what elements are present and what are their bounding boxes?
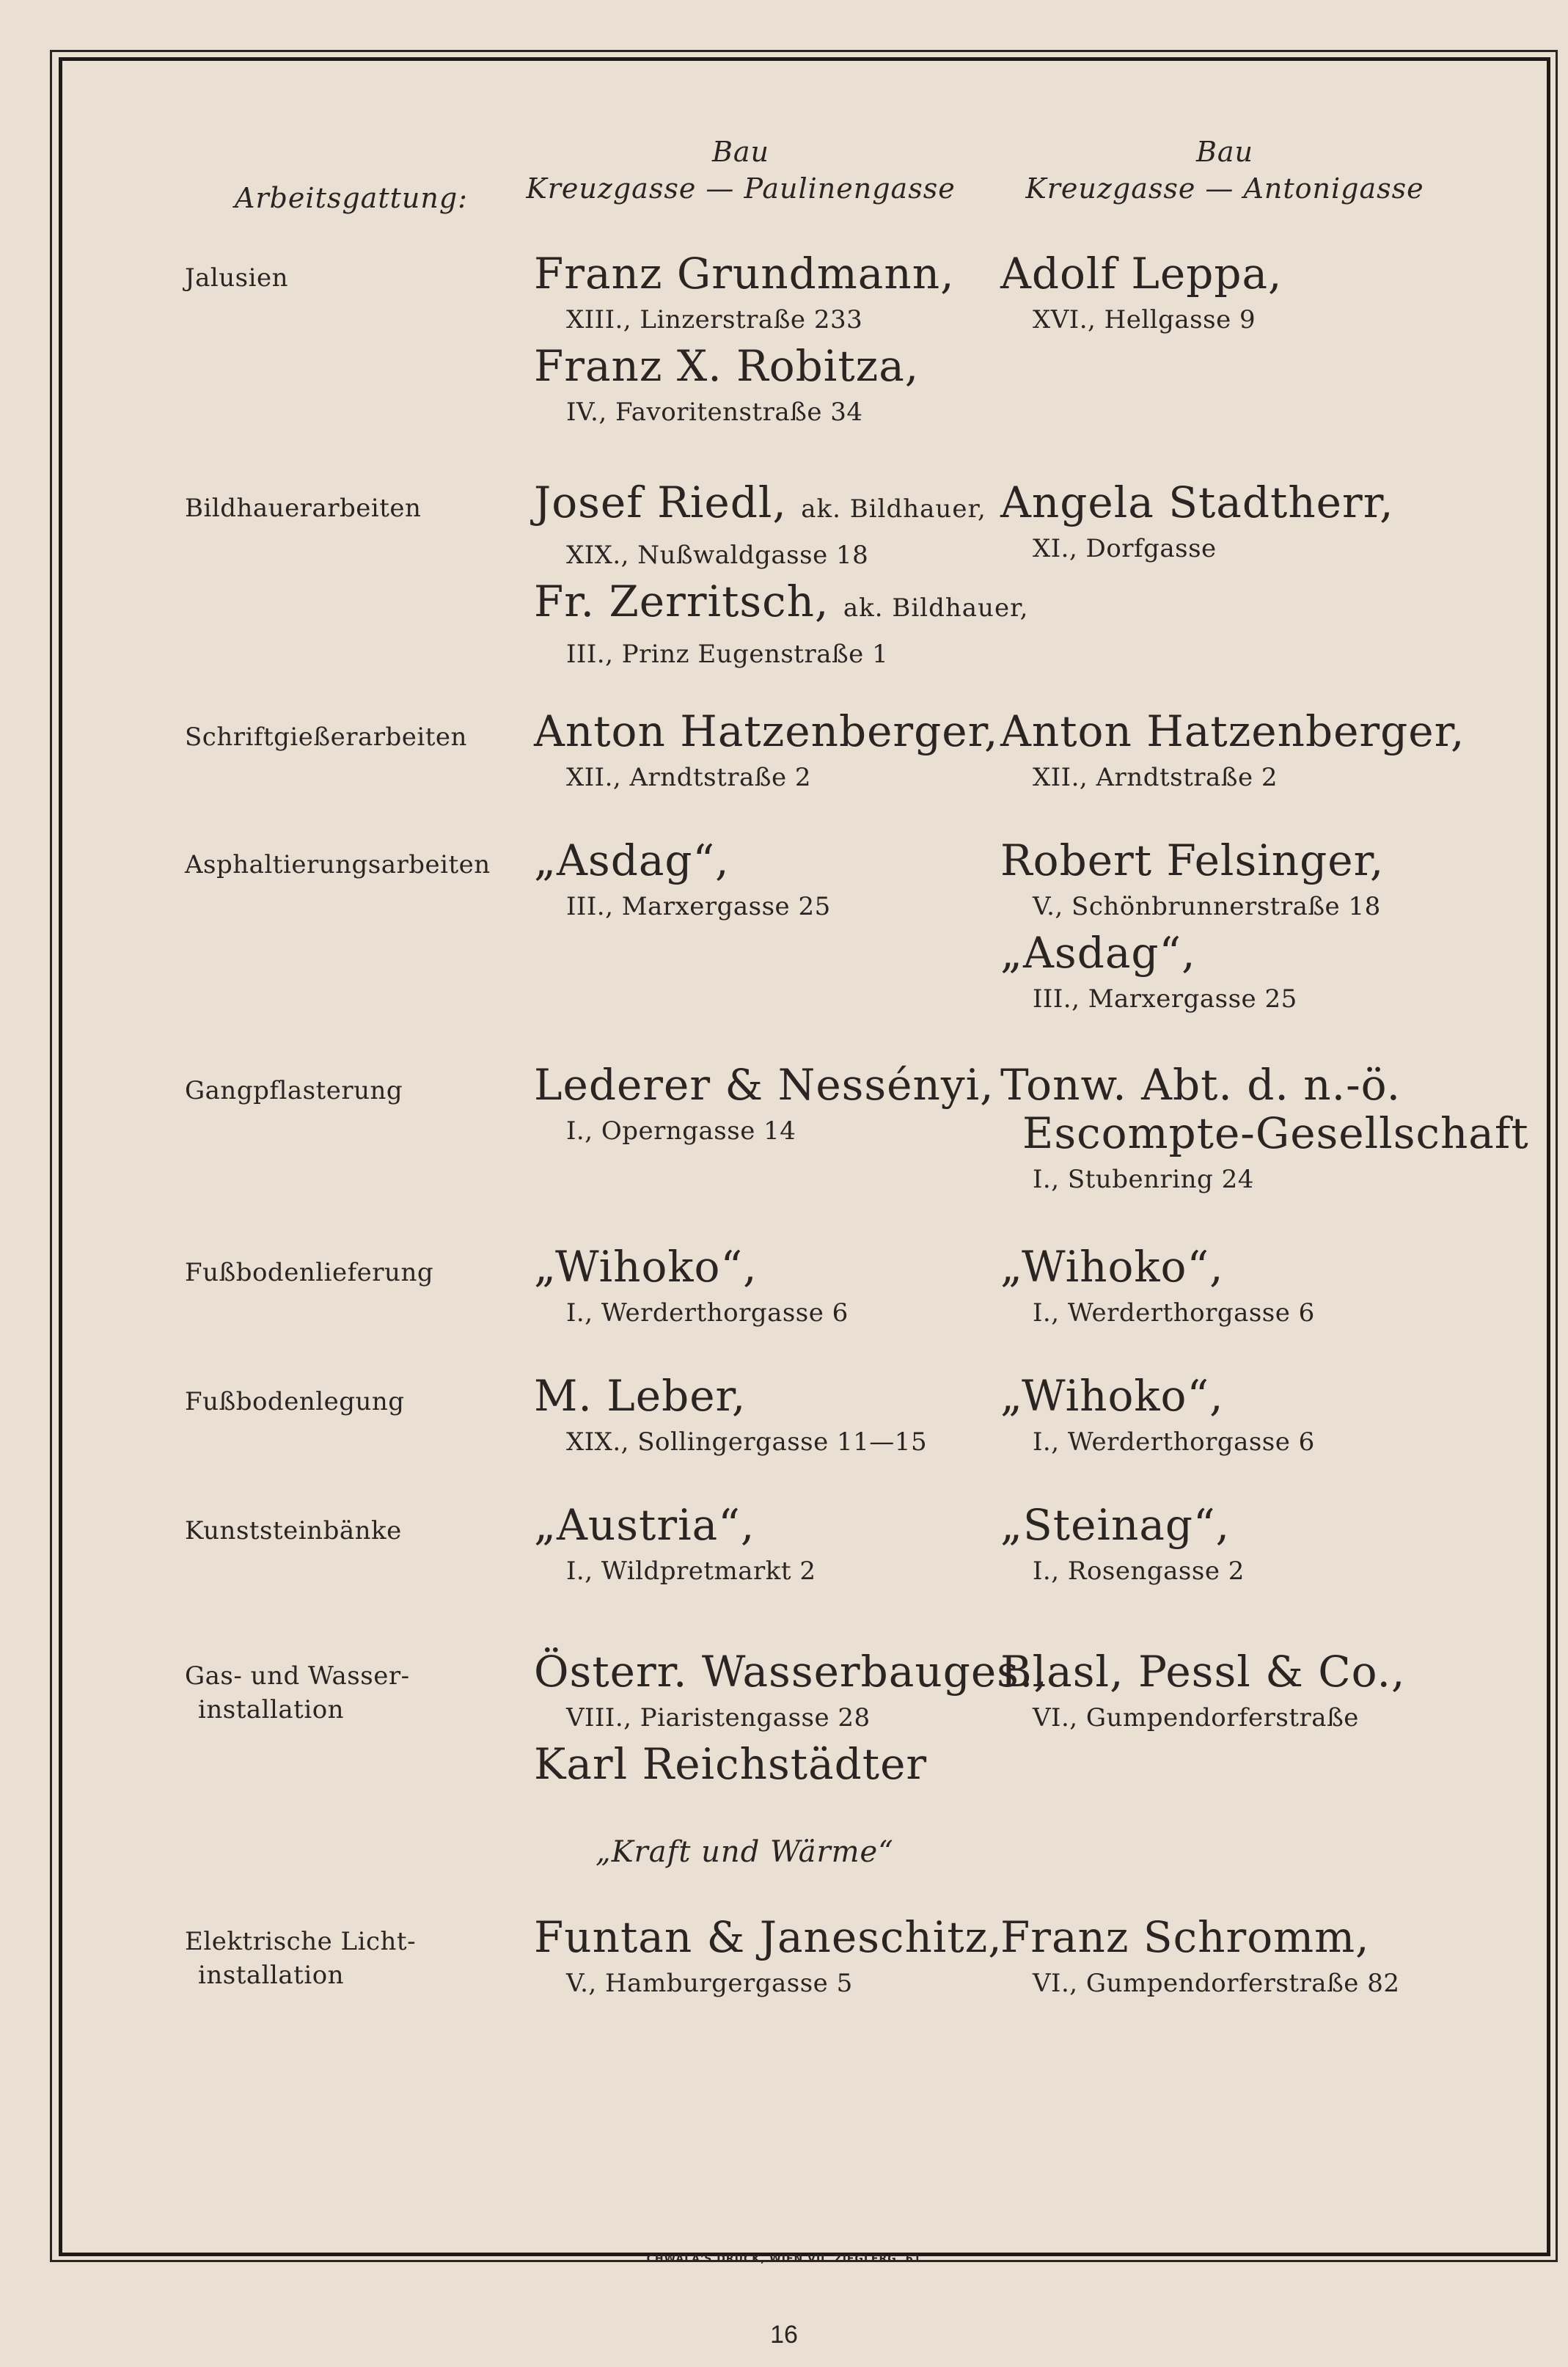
contractor-name: Josef Riedl, ak. Bildhauer, <box>534 478 986 527</box>
contractor-entry <box>534 707 998 800</box>
contractor-name: Franz Schromm, <box>1000 1912 1370 1962</box>
contractor-entry <box>534 1647 1048 1788</box>
category-label: Bildhauerarbeiten <box>185 494 422 523</box>
contractor-name: Anton Hatzenberger, <box>1000 706 1465 756</box>
category-label: Kunststeinbänke <box>185 1516 402 1545</box>
contractor-entry <box>534 1913 1003 2005</box>
contractor-entry <box>534 1372 927 1464</box>
printer-imprint: CHWALA'S DRUCK, WIEN VII. ZIEGLERG. 61 <box>646 2253 922 2265</box>
category-label: Fußbodenlegung <box>185 1387 405 1416</box>
contractor-entry <box>534 1243 849 1335</box>
contractor-name: Franz X. Robitza, <box>534 341 920 391</box>
contractor-name: „Wihoko“, <box>1000 1371 1224 1421</box>
contractor-address: XIX., Sollingergasse 11—15 <box>566 1427 928 1457</box>
contractor-entry <box>1000 1243 1315 1335</box>
contractor-entry <box>1000 707 1465 800</box>
column-header-site-1-bau: Bau <box>711 136 770 168</box>
contractor-entry <box>534 1061 994 1153</box>
contractor-entry <box>534 478 1028 676</box>
contractor-name: Funtan & Janeschitz, <box>534 1912 1003 1962</box>
category-label: Jalusien <box>185 263 289 293</box>
contractor-address: XIII., Linzerstraße 233 <box>566 305 863 334</box>
contractor-address: XIX., Nußwaldgasse 18 <box>566 541 869 570</box>
contractor-qualifier: ak. Bildhauer, <box>801 494 986 524</box>
category-label: Asphaltierungsarbeiten <box>185 850 491 879</box>
contractor-address: I., Operngasse 14 <box>566 1116 796 1146</box>
contractor-address: I., Stubenring 24 <box>1033 1165 1254 1194</box>
column-header-site-1-street: Kreuzgasse — Paulinengasse <box>526 172 956 205</box>
column-header-site-2-bau: Bau <box>1195 136 1254 168</box>
contractor-name: Tonw. Abt. d. n.-ö. <box>1000 1060 1402 1110</box>
contractor-name: „Wihoko“, <box>1000 1242 1224 1292</box>
contractor-address: V., Hamburgergasse 5 <box>566 1969 853 1998</box>
contractor-entry <box>534 836 831 929</box>
category-label <box>185 1659 493 1727</box>
contractor-address: VI., Gumpendorferstraße 82 <box>1033 1969 1400 1998</box>
column-header-site-2 <box>997 133 1452 207</box>
contractor-address: XII., Arndtstraße 2 <box>566 763 812 792</box>
category-label: Gangpflasterung <box>185 1076 403 1105</box>
contractor-entry <box>1000 836 1384 1021</box>
contractor-entry <box>1000 249 1283 342</box>
contractor-address: I., Werderthorgasse 6 <box>1033 1298 1315 1328</box>
contractor-address: III., Marxergasse 25 <box>1033 984 1297 1014</box>
contractor-name: Angela Stadtherr, <box>1000 478 1394 527</box>
contractor-address: I., Rosengasse 2 <box>1033 1556 1245 1586</box>
contractor-name: Fr. Zerritsch, ak. Bildhauer, <box>534 577 1029 626</box>
contractor-address: IV., Favoritenstraße 34 <box>566 398 863 427</box>
contractor-name: „Wihoko“, <box>534 1242 758 1292</box>
contractor-name: „Asdag“, <box>1000 928 1196 978</box>
category-label-line: installation <box>198 1695 345 1724</box>
contractor-address: XII., Arndtstraße 2 <box>1033 763 1278 792</box>
contractor-entry <box>1000 1501 1245 1593</box>
column-header-site-2-street: Kreuzgasse — Antonigasse <box>1025 172 1424 205</box>
contractor-name: Robert Felsinger, <box>1000 835 1385 885</box>
contractor-name: Anton Hatzenberger, <box>534 706 999 756</box>
contractor-address: I., Werderthorgasse 6 <box>1033 1427 1315 1457</box>
contractor-name: „Asdag“, <box>534 835 730 885</box>
contractor-name: Adolf Leppa, <box>1000 249 1283 299</box>
contractor-name: Österr. Wasserbauges., <box>534 1647 1048 1697</box>
contractor-address: XI., Dorfgasse <box>1033 534 1217 563</box>
contractor-name: „Steinag“, <box>1000 1500 1231 1550</box>
contractor-address: V., Schönbrunnerstraße 18 <box>1033 892 1381 921</box>
contractor-address: III., Marxergasse 25 <box>566 892 831 921</box>
contractor-address: I., Werderthorgasse 6 <box>566 1298 849 1328</box>
column-header-site-1 <box>513 133 968 207</box>
contractor-address: VI., Gumpendorferstraße <box>1033 1703 1359 1733</box>
category-label: Schriftgießerarbeiten <box>185 722 467 752</box>
contractor-entry <box>1000 478 1394 571</box>
contractor-name-continued: Escompte-Gesellschaft <box>1022 1108 1529 1158</box>
category-label: Fußbodenlieferung <box>185 1258 434 1287</box>
contractor-name: „Austria“, <box>534 1500 755 1550</box>
contractor-entry <box>1000 1913 1399 2005</box>
contractor-name: Blasl, Pessl & Co., <box>1000 1647 1406 1697</box>
column-header-category: Arbeitsgattung: <box>235 182 468 214</box>
contractor-entry <box>1000 1061 1529 1201</box>
contractor-qualifier: ak. Bildhauer, <box>843 593 1029 623</box>
contractor-note: „Kraft und Wärme“ <box>596 1835 894 1869</box>
contractor-name: Karl Reichstädter <box>534 1739 928 1789</box>
contractor-address: VIII., Piaristengasse 28 <box>566 1703 871 1733</box>
contractor-entry <box>1000 1372 1315 1464</box>
contractor-address: I., Wildpretmarkt 2 <box>566 1556 816 1586</box>
category-label-line: Elektrische Licht- <box>185 1927 417 1956</box>
category-label-line: installation <box>198 1961 345 1990</box>
contractor-entry <box>534 249 955 434</box>
contractor-entry <box>534 1501 816 1593</box>
contractor-name: M. Leber, <box>534 1371 747 1421</box>
contractor-address: XVI., Hellgasse 9 <box>1033 305 1256 334</box>
contractor-name: Franz Grundmann, <box>534 249 955 299</box>
contractor-name: Lederer & Nessényi, <box>534 1060 994 1110</box>
category-label-line: Gas- und Wasser- <box>185 1661 410 1691</box>
contractor-entry <box>1000 1647 1405 1740</box>
category-label <box>185 1925 493 1992</box>
contractor-address: III., Prinz Eugenstraße 1 <box>566 640 889 669</box>
page-number: 16 <box>770 2321 798 2349</box>
